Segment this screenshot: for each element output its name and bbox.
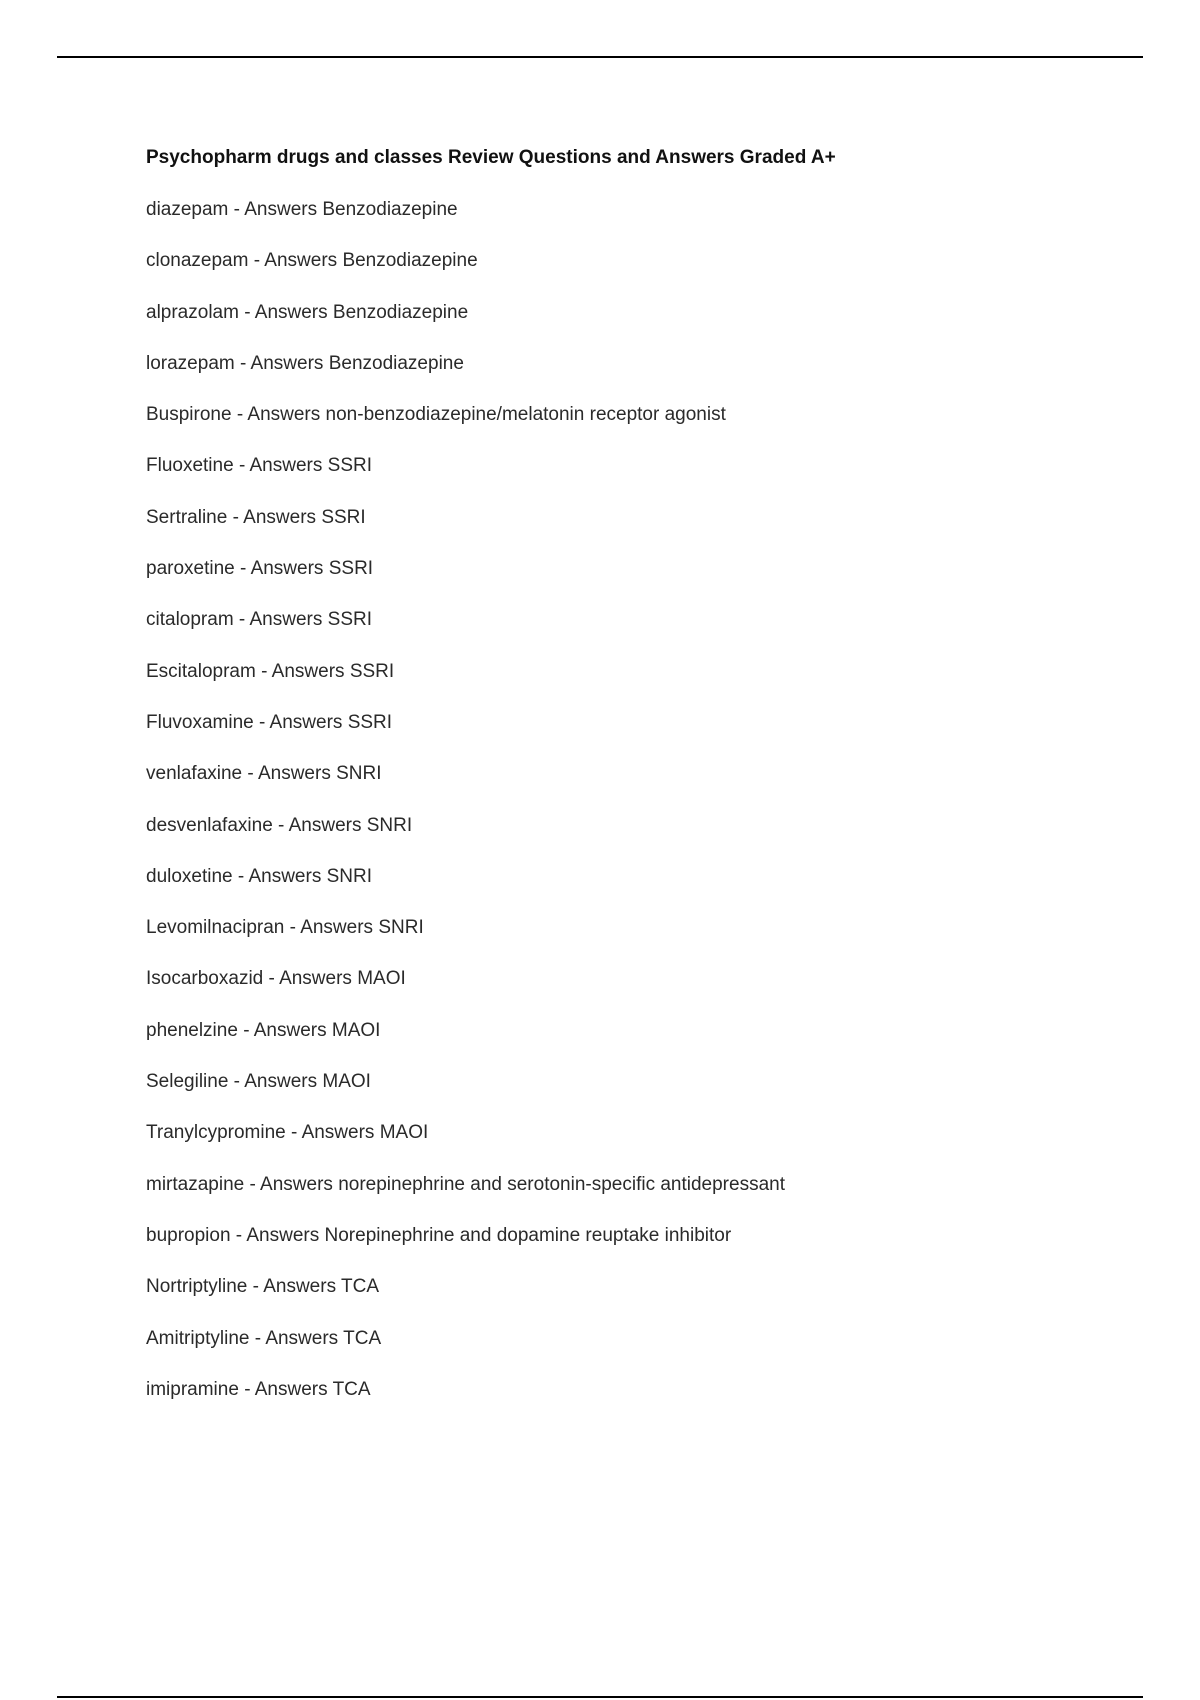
drug-name: Nortriptyline (146, 1276, 248, 1298)
drug-class-answer: SSRI (327, 609, 372, 631)
qa-item (146, 814, 1106, 838)
answer-separator: - Answers (230, 1224, 325, 1246)
document-title: Psychopharm drugs and classes Review Questions and Answers Graded A+ (146, 147, 836, 168)
drug-name: duloxetine (146, 865, 233, 887)
answer-separator: - Answers (238, 301, 333, 323)
drug-class-answer: Benzodiazepine (342, 250, 478, 272)
drug-name: imipramine (146, 1378, 239, 1400)
answer-separator: - Answers (237, 1019, 332, 1041)
answer-separator: - Answers (249, 1327, 344, 1349)
drug-class-answer: SNRI (326, 865, 373, 887)
qa-item (146, 557, 1106, 581)
answer-separator: - Answers (228, 199, 323, 220)
qa-item (146, 1224, 1106, 1248)
drug-class-answer: TCA (332, 1378, 371, 1400)
drug-name: Selegiline (146, 1071, 229, 1093)
qa-item (146, 198, 1106, 222)
drug-class-answer: MAOI (357, 968, 406, 990)
drug-name: desvenlafaxine (146, 814, 273, 836)
drug-class-answer: MAOI (379, 1122, 429, 1144)
qa-item (146, 967, 1106, 991)
drug-name: Isocarboxazid (146, 968, 264, 990)
drug-class-answer: Benzodiazepine (322, 199, 458, 220)
answer-separator: - Answers (234, 558, 329, 580)
answer-separator: - Answers (285, 1122, 380, 1144)
drug-name: Escitalopram (146, 660, 256, 682)
qa-item (146, 660, 1106, 684)
drug-class-answer: SSRI (327, 455, 373, 477)
qa-item (146, 865, 1106, 889)
drug-class-answer: SNRI (336, 763, 382, 785)
answer-separator: - Answers (227, 506, 322, 528)
drug-name: Levomilnacipran (146, 917, 285, 939)
qa-item (146, 1070, 1106, 1094)
drug-name: lorazepam (146, 352, 235, 374)
drug-class-answer: TCA (341, 1276, 380, 1298)
bottom-divider (57, 1696, 1143, 1698)
drug-name: citalopram (146, 609, 234, 631)
qa-item (146, 301, 1106, 325)
qa-item (146, 762, 1106, 786)
drug-class-answer: TCA (343, 1327, 382, 1349)
top-divider (57, 56, 1143, 58)
answer-separator: - Answers (228, 1071, 323, 1093)
drug-name: Amitriptyline (146, 1327, 250, 1349)
answer-separator: - Answers (263, 968, 358, 990)
answer-separator: - Answers (242, 763, 337, 785)
document-body (146, 146, 1106, 1429)
drug-class-answer: SSRI (349, 660, 395, 682)
drug-class-answer: non-benzodiazepine/melatonin receptor agonist (325, 404, 726, 426)
drug-name: Fluoxetine (146, 455, 234, 477)
qa-item (146, 916, 1106, 940)
qa-item (146, 1378, 1106, 1402)
qa-item (146, 352, 1106, 376)
drug-class-answer: Benzodiazepine (328, 352, 464, 374)
drug-name: paroxetine (146, 558, 235, 580)
drug-name: Fluvoxamine (146, 711, 254, 733)
drug-class-answer: MAOI (331, 1019, 381, 1041)
drug-class-answer: Norepinephrine and dopamine reuptake inhibitor (324, 1224, 732, 1246)
answer-separator: - Answers (248, 250, 343, 272)
drug-class-answer: MAOI (322, 1071, 371, 1093)
drug-name: mirtazapine (146, 1173, 245, 1195)
answer-separator: - Answers (231, 404, 326, 426)
qa-item (146, 1173, 1106, 1197)
qa-item (146, 608, 1106, 632)
drug-name: Buspirone (146, 404, 232, 426)
drug-class-answer: SSRI (347, 711, 393, 733)
qa-item (146, 1121, 1106, 1145)
drug-name: diazepam (146, 199, 229, 220)
answer-separator: - Answers (272, 814, 367, 836)
qa-item (146, 506, 1106, 530)
answer-separator: - Answers (284, 917, 379, 939)
answer-separator: - Answers (232, 865, 327, 887)
answer-separator: - Answers (244, 1173, 339, 1195)
qa-item (146, 1327, 1106, 1351)
drug-class-answer: Benzodiazepine (332, 301, 469, 323)
drug-name: alprazolam (146, 301, 239, 323)
drug-class-answer: SNRI (366, 814, 413, 836)
answer-separator: - Answers (233, 609, 328, 631)
drug-class-answer: norepinephrine and serotonin-specific antidepressant (338, 1173, 785, 1195)
answer-separator: - Answers (247, 1276, 342, 1298)
qa-list (146, 198, 1106, 1402)
drug-class-answer: SSRI (328, 558, 374, 580)
drug-name: venlafaxine (146, 763, 243, 785)
answer-separator: - Answers (255, 660, 350, 682)
drug-name: clonazepam (146, 250, 249, 272)
drug-class-answer: SNRI (378, 917, 424, 939)
qa-item (146, 1275, 1106, 1299)
answer-separator: - Answers (253, 711, 348, 733)
drug-class-answer: SSRI (321, 506, 366, 528)
answer-separator: - Answers (234, 352, 329, 374)
qa-item (146, 454, 1106, 478)
drug-name: Tranylcypromine (146, 1122, 286, 1144)
drug-name: bupropion (146, 1224, 231, 1246)
answer-separator: - Answers (233, 455, 328, 477)
answer-separator: - Answers (238, 1378, 333, 1400)
drug-name: Sertraline (146, 506, 228, 528)
drug-name: phenelzine (146, 1019, 238, 1041)
qa-item (146, 711, 1106, 735)
qa-item (146, 1019, 1106, 1043)
qa-item (146, 403, 1106, 427)
qa-item (146, 249, 1106, 273)
